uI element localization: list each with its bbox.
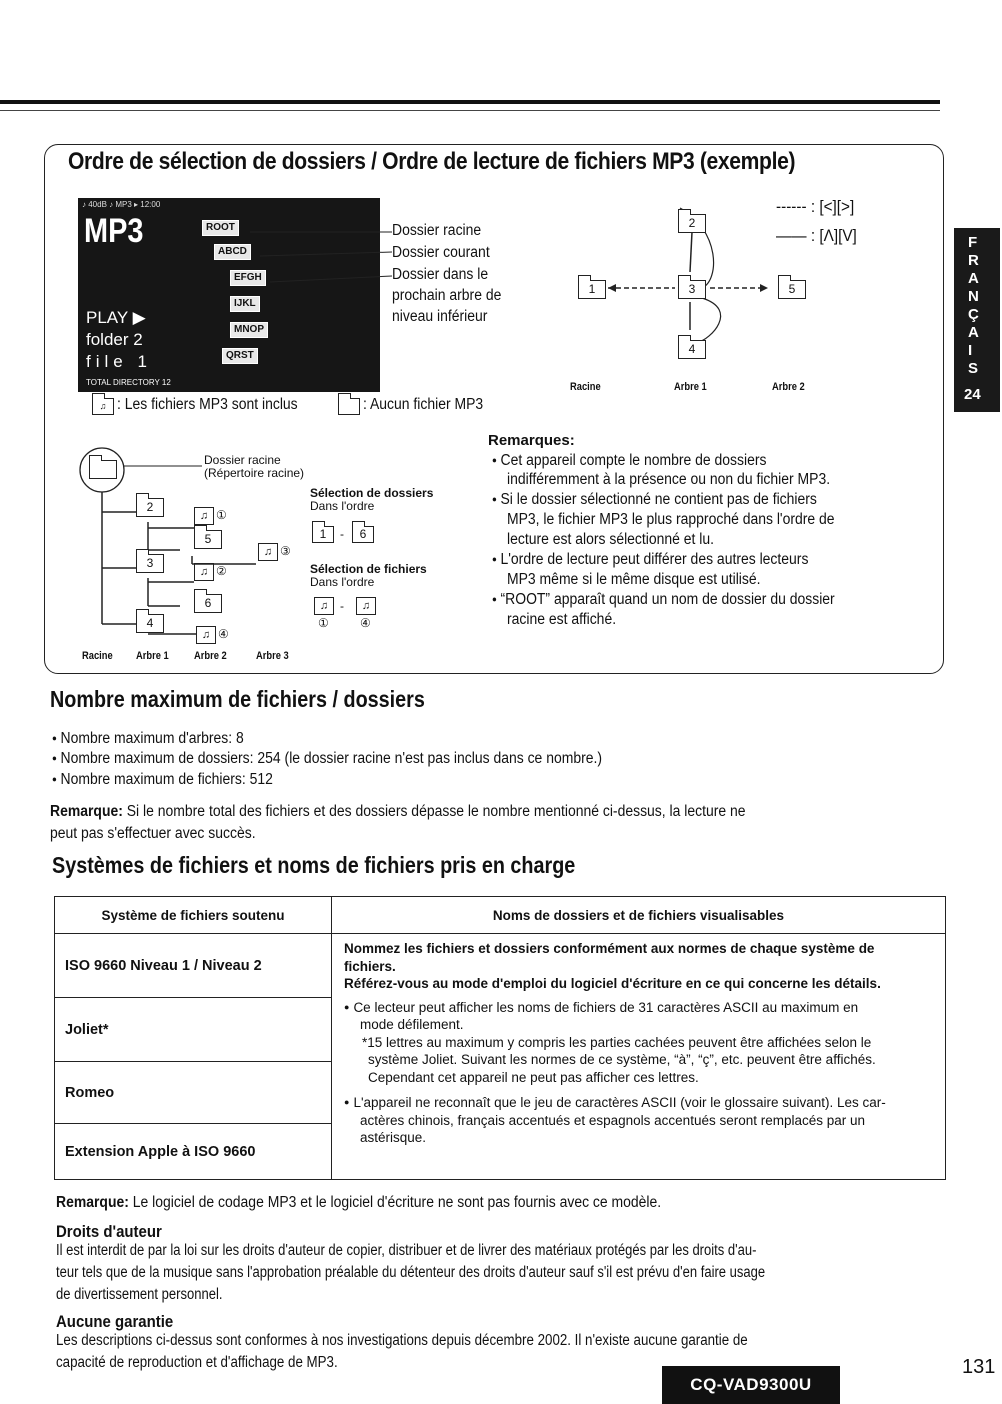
- max-files: ● Nombre maximum de fichiers: 512: [52, 771, 273, 789]
- tree2-note-2-icon: ♫: [194, 563, 214, 581]
- tree2-sel-folders: Sélection de dossiers: [310, 486, 434, 500]
- tree2-folder-3: 3: [136, 554, 164, 573]
- screen-total-dir: TOTAL DIRECTORY 12: [86, 378, 171, 387]
- fs-col2-label: Noms de dossiers et de fichiers visualisables: [492, 907, 785, 923]
- tree-top-label-arbre2: Arbre 2: [772, 381, 805, 393]
- screen-folder-root: ROOT: [202, 220, 239, 236]
- fs-desc3-line1: *15 lettres au maximum y compris les parties cachées peuvent être affichées selon le: [362, 1034, 872, 1050]
- remark2-text: Le logiciel de codage MP3 et le logiciel d'écriture ne sont pas fournis avec ce modèle.: [132, 1194, 662, 1211]
- tree-top-label-arbre1: Arbre 1: [674, 381, 707, 393]
- remarque-1a: ● Cet appareil compte le nombre de dossiers: [492, 452, 766, 470]
- tree2-range-folder-1: 1: [312, 526, 334, 543]
- tree2-label-racine: Racine: [82, 650, 113, 662]
- legend-mp3-included: : Les fichiers MP3 sont inclus: [117, 396, 298, 413]
- callout-root: Dossier racine: [392, 222, 482, 239]
- tree2-range-file-4-icon: ♫: [356, 597, 376, 615]
- droits-line2: teur tels que de la musique sans l'approbation préalable du détenteur des droits d'auteur sauf s'il est prévu d'en faire usage: [56, 1264, 766, 1281]
- tree2-range-file-1-icon: ♫: [314, 597, 334, 615]
- side-tab-letter-r: R: [968, 252, 979, 269]
- fs-row-iso9660-label: ISO 9660 Niveau 1 / Niveau 2: [65, 957, 262, 974]
- fs-row-apple: [55, 1124, 332, 1180]
- tree-top-folder-3: 3: [678, 280, 706, 299]
- max-section-title: Nombre maximum de fichiers / dossiers: [50, 686, 425, 712]
- model-badge: CQ-VAD9300U: [662, 1366, 840, 1404]
- droits-line3: de divertissement personnel.: [56, 1286, 223, 1303]
- top-rule: [0, 100, 940, 104]
- tree2-folder-6: 6: [194, 594, 222, 613]
- remarque-2a: ● Si le dossier sélectionné ne contient pas de fichiers: [492, 491, 817, 509]
- fs-desc2-line1: ● Ce lecteur peut afficher les noms de fichiers de 31 caractères ASCII au maximum en: [344, 999, 937, 1017]
- droits-title: Droits d'auteur: [56, 1222, 162, 1241]
- tree-top-folder-5: 5: [778, 280, 806, 299]
- side-tab-page: 24: [964, 386, 981, 403]
- side-tab-letter-s: S: [968, 360, 979, 377]
- legend-no-mp3: : Aucun fichier MP3: [363, 396, 484, 413]
- fs-row-romeo: [55, 1062, 332, 1124]
- side-tab-letter-n: N: [968, 288, 979, 305]
- fs-col1-label: Système de fichiers soutenu: [101, 907, 285, 923]
- fs-desc1-line2: fichiers.: [344, 958, 396, 974]
- tree2-note-3-icon: ♫: [258, 543, 278, 561]
- tree2-range-folder-6: 6: [352, 526, 374, 543]
- tree2-note-4-icon: ♫: [196, 626, 216, 644]
- tree2-note-1-icon: ♫: [194, 507, 214, 525]
- screen-folder-efgh: EFGH: [230, 270, 266, 286]
- tree2-sel-files-sub: Dans l'ordre: [310, 575, 375, 589]
- top-rule-thin: [0, 110, 940, 111]
- remarque-2c: lecture est alors sélectionné et lu.: [507, 531, 715, 548]
- tree2-folder-4: 4: [136, 614, 164, 633]
- max-trees: ● Nombre maximum d'arbres: 8: [52, 730, 244, 748]
- remarque-4a: ● “ROOT” apparaît quand un nom de dossier du dossier: [492, 591, 835, 609]
- fs-row-joliet: [55, 998, 332, 1062]
- fs-desc4-line2: actères chinois, français accentués et espagnols accentués seront remplacés par un: [360, 1112, 866, 1128]
- tree-top-label-racine: Racine: [570, 381, 601, 393]
- fs-desc2-line2: mode défilement.: [360, 1017, 464, 1032]
- max-remark-text-1: Si le nombre total des fichiers et des dossiers dépasse le nombre mentionné ci-dessus, la lecture ne: [126, 803, 746, 820]
- callout-next-1: Dossier dans le: [392, 266, 489, 283]
- droits-line1: Il est interdit de par la loi sur les droits d'auteur de copier, distribuer et de livrer des matériaux protégés par les droits d'au-: [56, 1242, 757, 1259]
- fs-desc-cell: [332, 934, 946, 1180]
- side-tab-letter-c: Ç: [968, 306, 979, 323]
- tree-top-folder-1: 1: [578, 280, 606, 299]
- tree2-range-file-4: ④: [360, 616, 371, 630]
- remark2-label: Remarque:: [56, 1194, 129, 1211]
- callout-current: Dossier courant: [392, 244, 490, 261]
- screen-mp3-logo: MP3: [84, 212, 144, 250]
- remarque-4b: racine est affiché.: [507, 611, 617, 628]
- side-tab-letter-a2: A: [968, 324, 979, 341]
- tree2-label-arbre3: Arbre 3: [256, 650, 289, 662]
- fs-table: [54, 896, 946, 1180]
- remark2: [56, 1194, 661, 1212]
- tree2-range-file-1: ①: [318, 616, 329, 630]
- screen-folder: folder 2: [86, 330, 143, 349]
- fs-desc1-line1: Nommez les fichiers et dossiers conformément aux normes de chaque système de: [344, 941, 875, 956]
- tree2-root-label: Dossier racine: [204, 453, 281, 467]
- callout-next-2: prochain arbre de: [392, 287, 502, 304]
- garantie-line1: Les descriptions ci-dessus sont conformes à nos investigations depuis décembre 2002. Il n'existe aucune garantie de: [56, 1332, 748, 1349]
- fs-section-title: Systèmes de fichiers et noms de fichiers pris en charge: [52, 852, 576, 878]
- remarque-2b: MP3, le fichier MP3 le plus rapproché dans l'ordre de: [507, 511, 835, 528]
- main-title: Ordre de sélection de dossiers / Ordre de lecture de fichiers MP3 (exemple): [68, 148, 796, 175]
- tree2-note-1: ①: [216, 508, 227, 522]
- mp3-included-icon: ♫: [92, 398, 114, 415]
- fs-row-romeo-label: Romeo: [65, 1084, 115, 1101]
- side-tab-letter-i: I: [968, 342, 973, 359]
- screen-folder-qrst: QRST: [222, 348, 258, 364]
- max-remark-line1: [50, 803, 746, 821]
- tree2-label-arbre2: Arbre 2: [194, 650, 227, 662]
- remarque-3a: ● L'ordre de lecture peut différer des autres lecteurs: [492, 551, 808, 569]
- max-remark-text-2: peut pas s'effectuer avec succès.: [50, 825, 256, 842]
- screen-topbar: ♪ 40dB ♪ MP3 ▸ 12:00: [82, 200, 161, 209]
- callout-next-3: niveau inférieur: [392, 308, 488, 325]
- fs-desc4-line3: astérisque.: [360, 1130, 427, 1145]
- fs-row-joliet-label: Joliet*: [65, 1021, 109, 1038]
- tree2-note-2: ②: [216, 564, 227, 578]
- page-number: 131: [962, 1356, 996, 1378]
- tree2-sel-files: Sélection de fichiers: [310, 562, 427, 576]
- tree2-range-dash: -: [340, 527, 344, 541]
- legend-left-right: ------ : [<][>]: [776, 197, 855, 216]
- remarque-1b: indifféremment à la présence ou non du fichier MP3.: [507, 471, 831, 488]
- remarques-title: Remarques:: [488, 432, 575, 449]
- fs-desc3-line3: Cependant cet appareil ne peut pas afficher ces lettres.: [368, 1069, 699, 1085]
- language-side-tab: [954, 228, 1000, 412]
- fs-row-apple-label: Extension Apple à ISO 9660: [65, 1143, 256, 1160]
- max-folders: ● Nombre maximum de dossiers: 254 (le dossier racine n'est pas inclus dans ce nombre.): [52, 750, 602, 768]
- screen-folder-ijkl: IJKL: [230, 296, 260, 312]
- no-mp3-icon: [338, 398, 360, 415]
- fs-col-header-system: [55, 897, 332, 934]
- tree2-root-folder: [89, 460, 117, 479]
- legend-up-down: —— : [Λ][V]: [776, 226, 857, 245]
- fs-desc4-line1: ● L'appareil ne reconnaît que le jeu de caractères ASCII (voir le glossaire suivant). Les car-: [344, 1094, 937, 1112]
- screen-play: PLAY ▶: [86, 308, 146, 327]
- tree2-note-4: ④: [218, 627, 229, 641]
- max-remark-label: Remarque:: [50, 803, 123, 820]
- fs-desc3-line2: système Joliet. Suivant les normes de ce système, “à”, “ç”, etc. peuvent être affichés.: [368, 1052, 876, 1067]
- screen-file: file 1: [86, 352, 152, 371]
- garantie-title: Aucune garantie: [56, 1312, 174, 1331]
- tree2-note-3: ③: [280, 544, 291, 558]
- screen-folder-mnop: MNOP: [230, 322, 268, 338]
- side-tab-letter-a: A: [968, 270, 979, 287]
- tree2-folder-2: 2: [136, 498, 164, 517]
- callout-lines: [230, 220, 400, 330]
- fs-row-iso9660: [55, 934, 332, 998]
- tree2-folder-5: 5: [194, 530, 222, 549]
- tree-top-folder-2: 2: [678, 214, 706, 233]
- side-tab-letter-f: F: [968, 234, 978, 251]
- garantie-line2: capacité de reproduction et d'affichage de MP3.: [56, 1354, 338, 1371]
- remarque-3b: MP3 même si le même disque est utilisé.: [507, 571, 761, 588]
- tree-top-folder-4: 4: [678, 340, 706, 359]
- fs-desc1-line3: Référez-vous au mode d'emploi du logiciel d'écriture en ce qui concerne les détails.: [344, 976, 881, 991]
- screen-folder-abcd: ABCD: [214, 244, 251, 260]
- tree2-label-arbre1: Arbre 1: [136, 650, 169, 662]
- tree2-root-sub: (Répertoire racine): [204, 466, 305, 480]
- fs-col-header-names: [332, 897, 946, 934]
- tree2-range-file-dash: -: [340, 599, 344, 613]
- tree2-sel-folders-sub: Dans l'ordre: [310, 499, 375, 513]
